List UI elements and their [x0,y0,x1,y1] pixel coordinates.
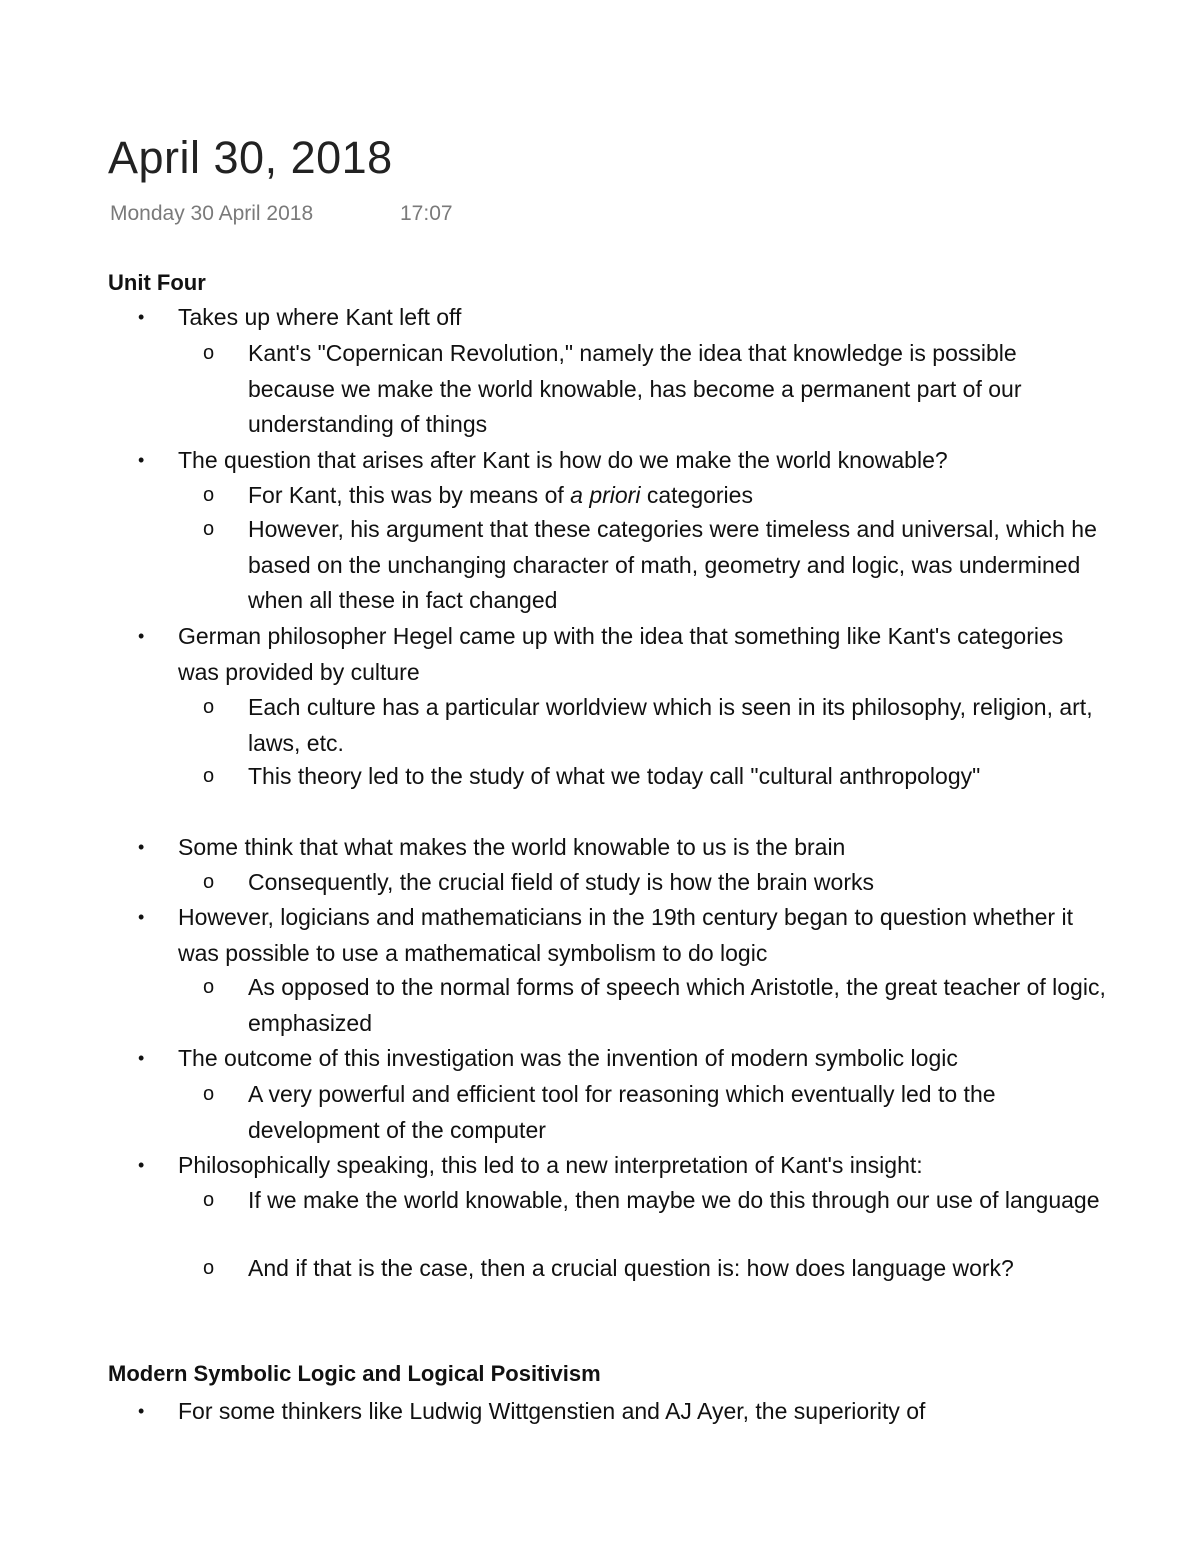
bullet-text: However, logicians and mathematicians in the 19th century began to question whether it was possible to use a mathematical symbolism to do logic [178,904,1073,966]
text-run: categories [640,482,753,508]
meta-time: 17:07 [400,202,453,225]
page-meta [110,199,453,229]
bullet-text: For some thinkers like Ludwig Wittgenstien and AJ Ayer, the superiority of [178,1398,926,1424]
sub-bullet-text: Consequently, the crucial field of study is how the brain works [248,869,874,895]
sub-bullet-text: This theory led to the study of what we today call "cultural anthropology" [248,763,981,789]
sub-bullet-text: A very powerful and efficient tool for reasoning which eventually led to the development of the computer [248,1081,996,1143]
bullet-text: Some think that what makes the world knowable to us is the brain [178,834,846,860]
bullet-marker: • [138,450,145,470]
meta-date: Monday 30 April 2018 [110,202,314,225]
sub-bullet-text: Each culture has a particular worldview which is seen in its philosophy, religion, art, laws, etc. [248,694,1093,756]
bullet-marker: • [138,1401,145,1421]
section-heading: Unit Four [108,270,206,295]
sub-bullet-marker: o [203,484,215,506]
section-heading: Modern Symbolic Logic and Logical Positivism [108,1361,601,1386]
sub-bullet-text [248,478,1108,514]
bullet-text: The question that arises after Kant is how do we make the world knowable? [178,447,948,473]
bullet-text: Takes up where Kant left off [178,304,462,330]
sub-bullet-marker: o [203,696,215,718]
bullet-text: German philosopher Hegel came up with the idea that something like Kant's categories was provided by culture [178,623,1064,685]
sub-bullet-marker: o [203,1083,215,1105]
sub-bullet-text: If we make the world knowable, then maybe we do this through our use of language [248,1187,1100,1213]
bullet-marker: • [138,626,145,646]
clipped-line [178,1429,1108,1441]
bullet-text: Philosophically speaking, this led to a new interpretation of Kant's insight: [178,1152,923,1178]
sub-bullet-marker: o [203,871,215,893]
sub-bullet-text: And if that is the case, then a crucial question is: how does language work? [248,1255,1014,1281]
sub-bullet-text: As opposed to the normal forms of speech which Aristotle, the great teacher of logic, emphasized [248,974,1106,1036]
bullet-marker: • [138,1155,145,1175]
text-run: For Kant, this was by means of [248,482,571,508]
bullet-text: The outcome of this investigation was the invention of modern symbolic logic [178,1045,958,1071]
italic-term: a priori [570,482,641,508]
sub-bullet-marker: o [203,976,215,998]
bullet-marker: • [138,1048,145,1068]
sub-bullet-marker: o [203,1257,215,1279]
page-title: April 30, 2018 [108,132,393,183]
sub-bullet-text: However, his argument that these categories were timeless and universal, which he based on the unchanging character of math, geometry and logic, was undermined when all these in fact changed [248,516,1097,613]
sub-bullet-marker: o [203,765,215,787]
bullet-marker: • [138,307,145,327]
sub-bullet-marker: o [203,342,215,364]
bullet-marker: • [138,837,145,857]
bullet-marker: • [138,907,145,927]
sub-bullet-marker: o [203,1189,215,1211]
sub-bullet-marker: o [203,518,215,540]
sub-bullet-text: Kant's "Copernican Revolution," namely the idea that knowledge is possible because we make the world knowable, has become a permanent part of our understanding of things [248,340,1022,437]
